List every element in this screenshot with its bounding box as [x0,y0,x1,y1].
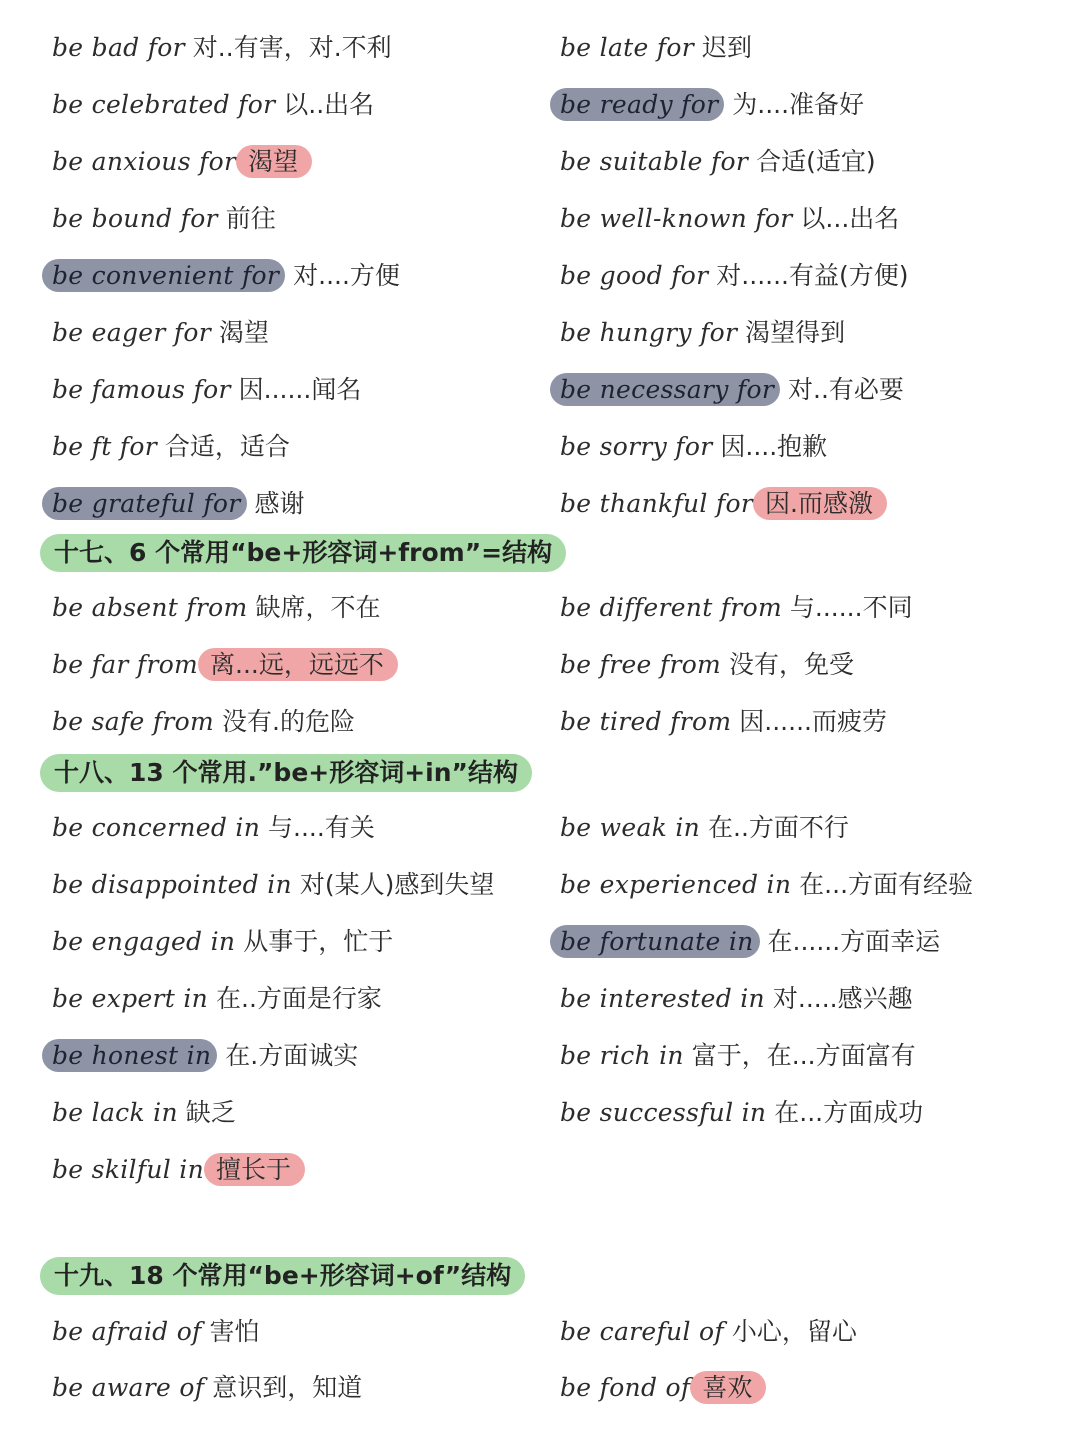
english-phrase: be careful of [560,1317,724,1346]
phrase-row [560,486,887,522]
english-phrase: be suitable for [560,147,749,176]
chinese-meaning: 在..方面不行 [700,813,849,842]
chinese-meaning: 因....抱歉 [712,432,828,461]
english-phrase: be thankful for [560,489,754,518]
english-phrase: be different from [560,593,782,622]
chinese-meaning: 在.方面诚实 [217,1041,359,1070]
chinese-meaning: 合适，适合 [156,432,290,461]
english-phrase: be well-known for [560,204,793,233]
chinese-meaning: 以...出名 [792,204,900,233]
phrase-row [560,590,913,626]
phrase-row [560,87,864,123]
english-phrase: be eager for [52,318,211,347]
english-phrase: be far from [52,650,199,679]
english-phrase: be necessary for [550,373,780,406]
phrase-row [560,810,849,846]
english-phrase: be sorry for [560,432,713,461]
chinese-meaning: 合适(适宜) [748,147,876,176]
english-phrase: be tired from [560,707,732,736]
phrase-row [52,981,382,1017]
chinese-meaning: 害怕 [201,1317,260,1346]
english-phrase: be honest in [42,1039,217,1072]
phrase-row [52,647,398,683]
chinese-meaning: 意识到，知道 [204,1373,363,1402]
chinese-meaning: 在...方面有经验 [791,870,974,899]
chinese-meaning: 从事于，忙于 [235,927,394,956]
phrase-row [52,867,494,903]
chinese-meaning: 感谢 [246,489,305,518]
phrase-row [52,87,374,123]
phrase-row [560,201,899,237]
phrase-row [52,1095,236,1131]
english-phrase: be convenient for [42,259,285,292]
chinese-meaning: 在......方面幸运 [759,927,941,956]
chinese-meaning: 因......闻名 [230,375,362,404]
english-phrase: be hungry for [560,318,738,347]
english-phrase: be absent from [52,593,248,622]
chinese-meaning: 与......不同 [781,593,913,622]
chinese-meaning: 以..出名 [275,90,375,119]
phrase-row [560,315,845,351]
chinese-meaning: 在...方面成功 [766,1098,924,1127]
phrase-row [52,810,375,846]
phrase-row [52,258,400,294]
phrase-row [560,1095,923,1131]
phrase-row [52,1038,358,1074]
chinese-meaning: 富于，在...方面富有 [683,1041,916,1070]
phrase-row [52,1370,362,1406]
chinese-meaning: 对..有必要 [780,375,904,404]
chinese-meaning: 离...远，远远不 [198,648,398,681]
chinese-meaning: 缺乏 [177,1098,236,1127]
english-phrase: be aware of [52,1373,205,1402]
english-phrase: be lack in [52,1098,178,1127]
english-phrase: be ready for [550,88,724,121]
chinese-meaning: 在..方面是行家 [208,984,382,1013]
chinese-meaning: 前往 [217,204,276,233]
english-phrase: be free from [560,650,722,679]
english-phrase: be afraid of [52,1317,202,1346]
phrase-row [560,372,904,408]
section-heading-18: 十八、13 个常用.”be+形容词+in”结构 [40,754,532,792]
phrase-row [560,1038,916,1074]
phrase-row [560,981,913,1017]
english-phrase: be celebrated for [52,90,276,119]
chinese-meaning: 因.而感激 [753,487,887,520]
english-phrase: be good for [560,261,709,290]
english-phrase: be concerned in [52,813,261,842]
english-phrase: be engaged in [52,927,236,956]
phrase-row [52,1152,305,1188]
phrase-row [52,704,355,740]
chinese-meaning: 擅长于 [204,1153,305,1186]
phrase-row [560,704,887,740]
phrase-row [52,372,361,408]
chinese-meaning: 为....准备好 [724,90,865,119]
chinese-meaning: 因......而疲劳 [731,707,887,736]
chinese-meaning: 喜欢 [690,1371,766,1404]
chinese-meaning: 小心，留心 [723,1317,857,1346]
phrase-row [560,30,752,66]
phrase-row [560,429,827,465]
chinese-meaning: 渴望 [211,318,269,347]
english-phrase: be fond of [560,1373,691,1402]
english-phrase: be famous for [52,375,231,404]
chinese-meaning: 缺席，不在 [247,593,381,622]
chinese-meaning: 与....有关 [260,813,375,842]
chinese-meaning: 渴望 [236,145,312,178]
english-phrase: be grateful for [42,487,247,520]
chinese-meaning: 没有.的危险 [214,707,355,736]
chinese-meaning: 对.....感兴趣 [764,984,913,1013]
phrase-row [560,647,854,683]
chinese-meaning: 对(某人)感到失望 [291,870,495,899]
english-phrase: be skilful in [52,1155,205,1184]
english-phrase: be disappointed in [52,870,292,899]
english-phrase: be bound for [52,204,218,233]
english-phrase: be bad for [52,33,185,62]
chinese-meaning: 对..有害，对.不利 [184,33,392,62]
phrase-row [560,924,940,960]
phrase-row [560,1314,857,1350]
phrase-row [52,30,392,66]
section-heading-19: 十九、18 个常用“be+形容词+of”结构 [40,1257,525,1295]
english-phrase: be interested in [560,984,765,1013]
phrase-row [560,144,876,180]
english-phrase: be successful in [560,1098,767,1127]
chinese-meaning: 没有，免受 [721,650,854,679]
phrase-row [52,144,312,180]
english-phrase: be expert in [52,984,209,1013]
english-phrase: be late for [560,33,694,62]
english-phrase: be weak in [560,813,701,842]
english-phrase: be anxious for [52,147,237,176]
chinese-meaning: 对......有益(方便) [708,261,909,290]
english-phrase: be experienced in [560,870,792,899]
section-heading-17: 十七、6 个常用“be+形容词+from”=结构 [40,534,566,572]
phrase-row [52,486,304,522]
chinese-meaning: 对....方便 [285,261,400,290]
phrase-row [52,1314,260,1350]
chinese-meaning: 渴望得到 [737,318,846,347]
phrase-row [52,315,269,351]
phrase-row [52,924,393,960]
phrase-row [52,201,276,237]
english-phrase: be fortunate in [550,925,760,958]
english-phrase: be rich in [560,1041,684,1070]
phrase-row [560,258,909,294]
phrase-row [560,867,973,903]
phrase-row [560,1370,766,1406]
english-phrase: be safe from [52,707,215,736]
chinese-meaning: 迟到 [694,33,752,62]
english-phrase: be ft for [52,432,157,461]
phrase-row [52,590,381,626]
phrase-row [52,429,290,465]
